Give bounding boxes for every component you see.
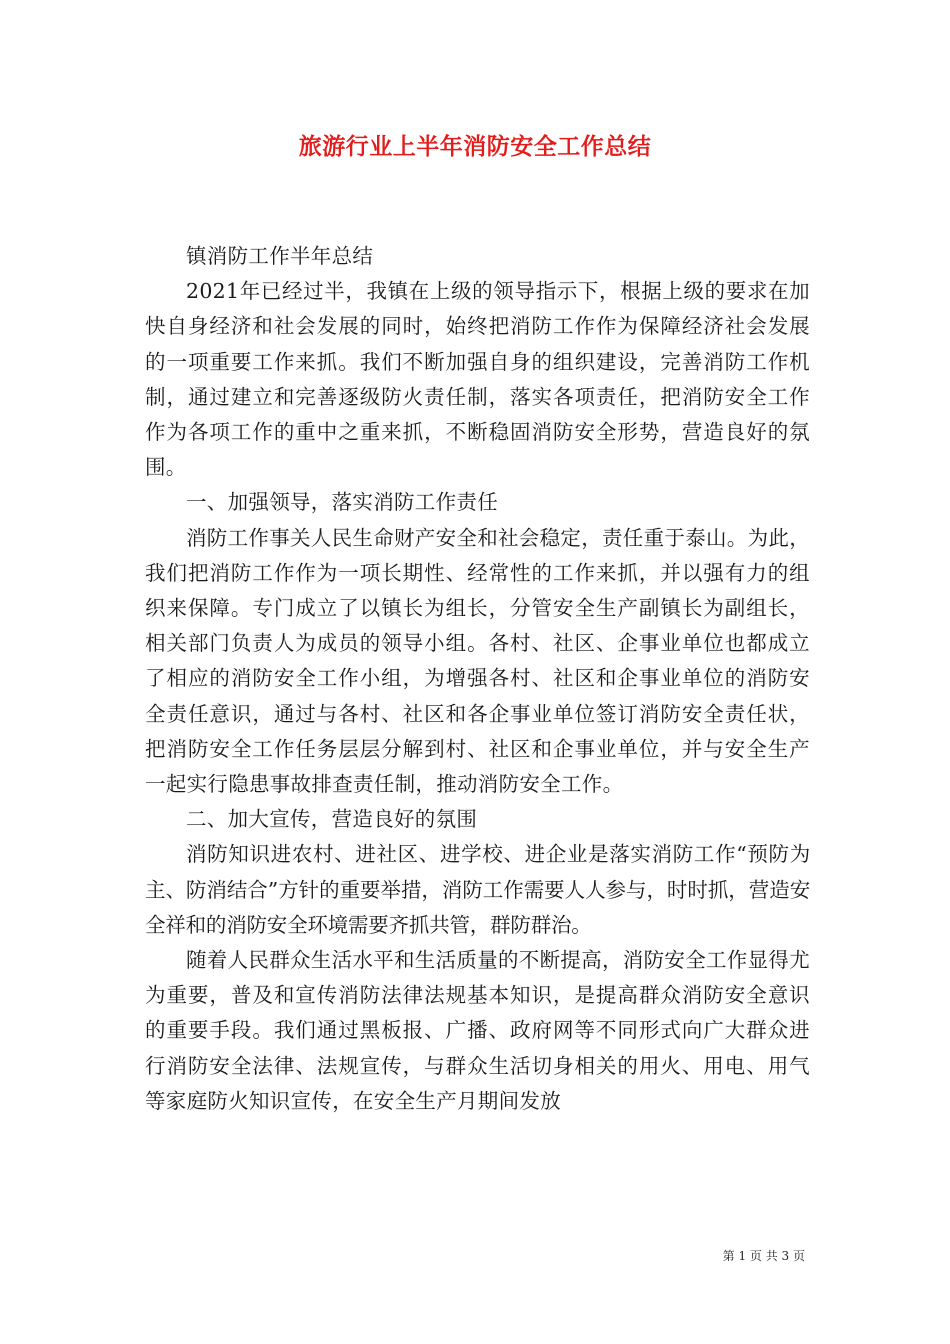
page-number-footer: 第 1 页 共 3 页 [722,1249,805,1263]
paragraph-section-2b: 随着人民群众生活水平和生活质量的不断提高，消防安全工作显得尤为重要，普及和宣传消防法律法规基本知识，是提高群众消防安全意识的重要手段。我们通过黑板报、广播、政府网等不同形式向广大群众进行消防安全法律、法规宣传，与群众生活切身相关的用火、用电、用气等家庭防火知识宣传，在安全生产月期间发放 [145,948,810,1113]
document-title: 旅游行业上半年消防安全工作总结 [298,134,652,160]
section-heading-2: 二、加大宣传，营造良好的氛围 [186,807,478,832]
paragraph-section-1: 消防工作事关人民生命财产安全和社会稳定，责任重于泰山。为此，我们把消防工作作为一项长期性、经常性的工作来抓，并以强有力的组织来保障。专门成立了以镇长为组长，分管安全生产副镇长为副组长，相关部门负责人为成员的领导小组。各村、社区、企事业单位也都成立了相应的消防安全工作小组，为增强各村、社区和企事业单位的消防安全责任意识，通过与各村、社区和各企事业单位签订消防安全责任状，把消防安全工作任务层层分解到村、社区和企事业单位，并与安全生产一起实行隐患事故排查责任制，推动消防安全工作。 [145,525,810,797]
paragraph-intro: 2021年已经过半，我镇在上级的领导指示下，根据上级的要求在加快自身经济和社会发展的同时，始终把消防工作作为保障经济社会发展的一项重要工作来抓。我们不断加强自身的组织建设，完善消防工作机制，通过建立和完善逐级防火责任制，落实各项责任，把消防安全工作作为各项工作的重中之重来抓，不断稳固消防安全形势，营造良好的氛围。 [145,279,810,480]
section-heading-1: 一、加强领导，落实消防工作责任 [186,490,498,515]
document-body [145,239,810,1119]
paragraph-section-2a: 消防知识进农村、进社区、进学校、进企业是落实消防工作“预防为主、防消结合”方针的重要举措，消防工作需要人人参与，时时抓，营造安全祥和的消防安全环境需要齐抓共管，群防群治。 [145,842,810,937]
paragraph-subtitle: 镇消防工作半年总结 [186,244,374,268]
